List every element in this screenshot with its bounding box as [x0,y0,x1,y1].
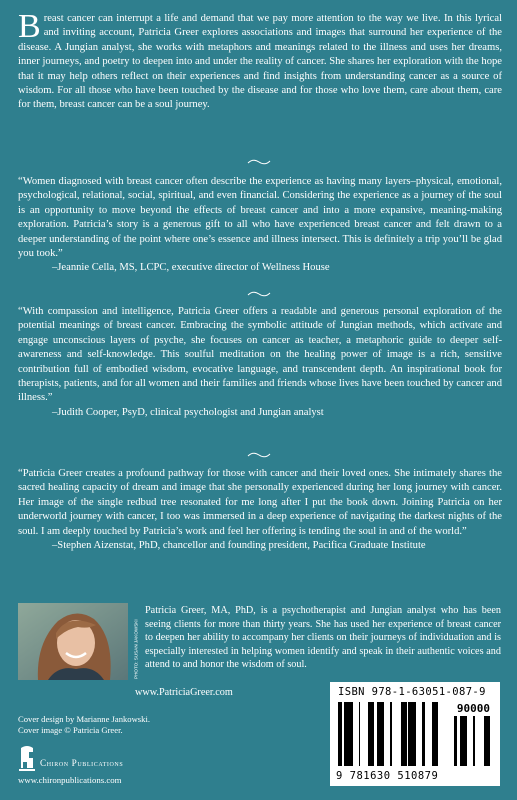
author-website-link[interactable]: www.PatriciaGreer.com [135,687,233,698]
cover-credits [18,714,150,737]
price-barcode-bars [454,716,492,766]
author-bio: Patricia Greer, MA, PhD, is a psychotherapist and Jungian analyst who has been seeing clients for more than thirty years. She has used her experience of breast cancer to deepen her ability to accompany her clients on their journeys of individuation and is especially interested in helping women identify and speak in their authentic voices and attend to and honor the wisdom of soul. [145,605,501,671]
wave-divider-icon [247,158,271,166]
drop-cap: B [18,8,41,45]
cover-design-credit: Cover design by Marianne Jankowski. [18,714,150,724]
endorsement-quote [18,305,502,420]
isbn-barcode [330,682,500,786]
barcode-bars [338,702,442,766]
quote-attribution: –Jeannie Cella, MS, LCPC, executive director of Wellness House [52,262,330,274]
quote-attribution: –Judith Cooper, PsyD, clinical psychologist and Jungian analyst [52,406,324,418]
quote-text: “With compassion and intelligence, Patricia Greer offers a readable and generous personal exploration of the potential meanings of breast cancer. Embracing the symbolic attitude of Jungian methods, which activate and engage unconscious layers of psyche, she focuses on cancer as teacher, a metaphoric guide to deeper self-awareness and self-knowledge. This soulful meditation on the healing power of image is a rich, sensitive contribution full of embodied wisdom, evocative language, and transcendent depth. An inspirational book for therapists, patients, and for all women and their families and friends whose lives have been touched by cancer and illness.” [18,306,502,404]
ean-digits: 9 781630 510879 [336,770,439,782]
photo-credit [131,603,140,680]
endorsement-quote [18,467,502,553]
cover-image-credit: Cover image © Patricia Greer. [18,725,123,736]
wave-divider-icon [247,451,271,459]
quote-attribution: –Stephen Aizenstat, PhD, chancellor and founding president, Pacifica Graduate Institute [52,540,426,552]
photo-credit-text: PHOTO: SUSAN JAKOWSKI [133,619,139,679]
book-description [18,8,502,113]
description-text: reast cancer can interrupt a life and demand that we pay more attention to the way we live. In this lyrical and inviting account, Patricia Greer explores associations and images that surround her experience of the disease. A Jungian analyst, she works with metaphors and meanings related to the illness and uses her dreams, inner journeys, and poetry to deepen into and under the reality of cancer. She shares her exploration with the hope that it may help others reflect on their experiences and find insights from understanding cancer as a source of wisdom. For all those who have been touched by the disease and for those who love them, care about them, care for them, breast cancer can be a soul journey. [18,13,502,111]
chiron-logo-icon [18,744,36,772]
price-code: 90000 [456,702,490,715]
quote-text: “Women diagnosed with breast cancer often describe the experience as having many layers–physical, emotional, psychological, relational, social, spiritual, and even financial. Considering the experience as a journey of the soul is an opportunity to move beyond the effects of breast cancer and into a more expansive, meaning-making exploration. Patricia’s story is a generous gift to all who have experienced breast cancer and felt drawn to a deeper understanding of the point where one’s essence and illness intersect. This is definitely a trip you’ll be glad you took.” [18,176,502,260]
isbn-text: ISBN 978-1-63051-087-9 [338,686,486,698]
quote-text: “Patricia Greer creates a profound pathway for those with cancer and their loved ones. She intimately shares the sacred healing capacity of dream and image that she personally experienced during her long journey with cancer. Her image of the single redbud tree resonated for me long after I put the book down. Joining Patricia on her underworld journey with cancer, I too was immersed in a deep experience of navigating the darkest nights of the soul. I am deeply touched by Patricia’s work and feel her offering is tending the soul in and of the world.” [18,468,502,537]
publisher-name: Chiron Publications [40,758,124,768]
author-photo [18,603,128,680]
publisher-website-link[interactable]: www.chironpublications.com [18,775,122,785]
endorsement-quote [18,175,502,276]
wave-divider-icon [247,290,271,298]
